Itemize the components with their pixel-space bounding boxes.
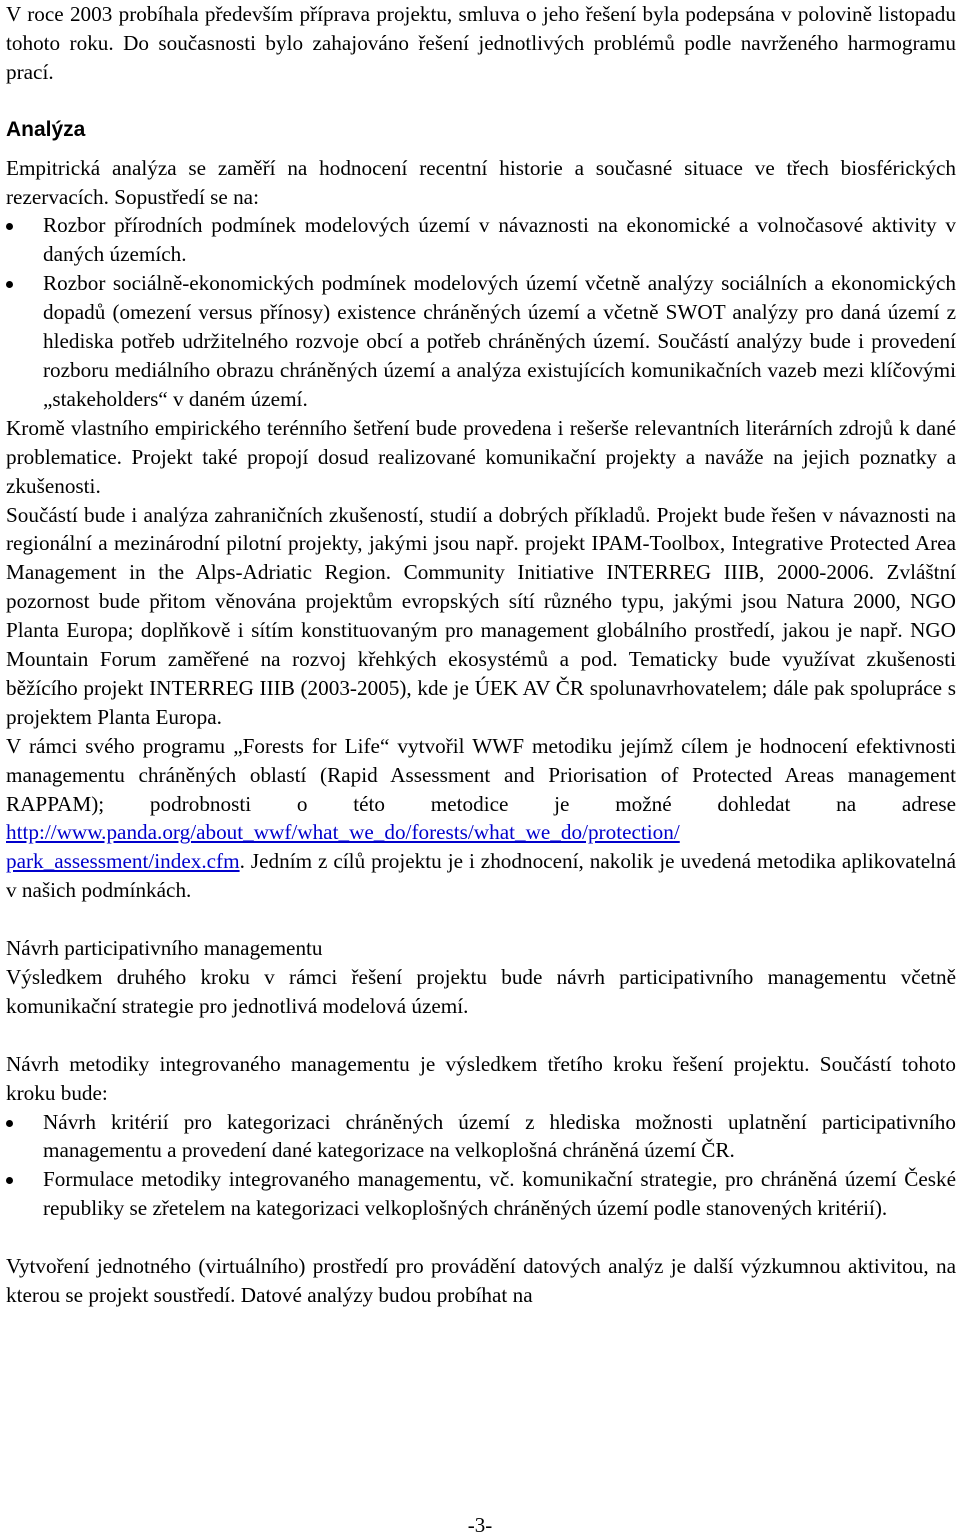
panda-link-line1: http://www.panda.org/about_wwf/what_we_do/forests/what_we_do/protection/ [6,820,680,845]
analyza-lead-paragraph: Empitrická analýza se zaměří na hodnocení recentní historie a současné situace ve třech biosférických rezervacích. Sopustředí se na: [6,155,956,209]
bullet-icon [6,281,13,288]
document-page [6,0,956,1310]
list-item [6,1108,956,1166]
list-item [6,211,956,269]
page-number: -3- [467,1513,493,1537]
panda-link-line2: park_assessment/index.cfm [6,849,240,874]
analyza-bullet-list [6,211,956,413]
navrh-paragraph: Výsledkem druhého kroku v rámci řešení projektu bude návrh participativního managementu včetně komunikační strategie pro jednotlivá modelová území. [6,964,956,1018]
section-heading-analyza: Analýza [6,117,86,141]
list-item-text: Rozbor sociálně-ekonomických podmínek modelových území včetně analýzy sociálních a ekonomických dopadů (omezení versus přínosy) existence chráněných území a včetně SWOT analýzy pro daná území z hlediska potřeb udržitelného rozvoje obcí a potřeb chráněných území. Součástí analýzy bude i provedení rozboru mediálního obrazu chráněných území a analýza existujících komunikačních vazeb mezi klíčovými „stakeholders“ v daném území. [43,271,956,411]
list-item-text: Rozbor přírodních podmínek modelových území v návaznosti na ekonomické a volnočasové aktivity v daných územích. [43,213,956,267]
list-item-text: Formulace metodiky integrovaného managementu, vč. komunikační strategie, pro chráněná území České republiky se zřetelem na kategorizaci velkoplošných chráněných území podle stanovených kritérií). [43,1167,956,1221]
spacer [6,905,956,934]
navrh-title: Návrh participativního managementu [6,936,323,961]
bullet-icon [6,1177,13,1184]
list-item [6,269,956,414]
list-item-text: Návrh kritérií pro kategorizaci chráněných území z hlediska možnosti uplatnění participativního managementu a provedení dané kategorizace na velkoplošná chráněná území ČR. [43,1109,956,1163]
rappam-text-start: V rámci svého programu „Forests for Life“ vytvořil WWF metodiku jejímž cílem je hodnocení efektivnosti managementu chráněných oblastí (Rapid Assessment and Priorisation of Protected Areas management RAPPAM); podrobnosti o této metodice je možné dohledat na adrese [6,733,956,816]
metodika-bullet-list [6,1108,956,1224]
literature-paragraph: Kromě vlastního empirického terénního šetření bude provedena i rešerše relevantních literárních zdrojů k dané problematice. Projekt také propojí dosud realizované komunikační projekty a naváže na jejich poznatky a zkušenosti. [6,415,956,498]
spacer [6,1021,956,1050]
bullet-icon [6,223,13,230]
rappam-paragraph [6,732,956,905]
bullet-icon [6,1120,13,1127]
foreign-experience-paragraph: Součástí bude i analýza zahraničních zkušeností, studií a dobrých příkladů. Projekt bude řešen v návaznosti na regionální a mezinárodní pilotní projekty, jakými jsou např. projekt IPAM-Toolbox, Integrative Protected Area Management in the Alps-Adriatic Region. Community Initiative INTERREG IIIB, 2000-2006. Zvláštní pozornost bude přitom věnována projektům evropských sítí různého typu, jakými jsou Natura 2000, NGO Planta Europa; doplňkově i sítím konstituovaným pro management globálního prostředí, jakou je např. NGO Mountain Forum zaměřené na rozvoj křehkých ekosystémů a pod. Tematicky bude využívat zkušenosti běžícího projekt INTERREG IIIB (2003-2005), kde je ÚEK AV ČR spolunavrhovatelem; dále pak spolupráce s projektem Planta Europa. [6,502,956,729]
intro-paragraph: V roce 2003 probíhala především příprava projektu, smluva o jeho řešení byla podepsána v polovině listopadu tohoto roku. Do současnosti bylo zahajováno řešení jednotlivých problémů podle navrženého harmogramu prací. [6,2,956,84]
list-item [6,1165,956,1223]
final-paragraph: Vytvoření jednotného (virtuálního) prostředí pro provádění datových analýz je další výzkumnou aktivitou, na kterou se projekt soustředí. Datové analýzy budou probíhat na [6,1254,956,1307]
metodika-lead-paragraph: Návrh metodiky integrovaného managementu je výsledkem třetího kroku řešení projektu. Součástí tohoto kroku bude: [6,1051,956,1105]
rappam-text-end: . Jedním z cílů projektu je i zhodnocení, nakolik je uvedená metodika aplikovatelná v našich podmínkách. [6,849,956,903]
spacer [6,1223,956,1252]
